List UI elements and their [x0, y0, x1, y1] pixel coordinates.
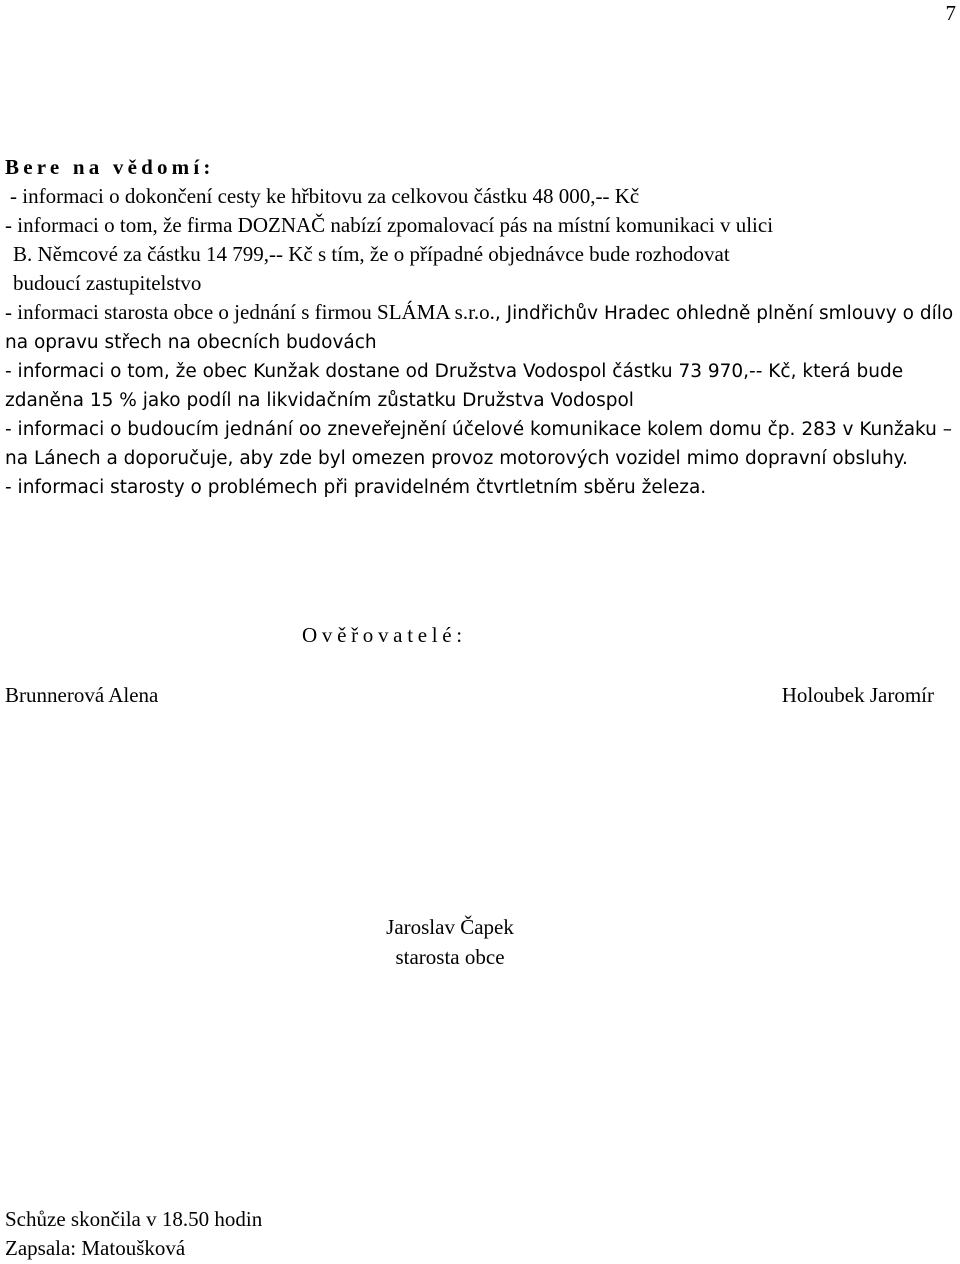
- list-item: [5, 211, 960, 298]
- list-item-line: B. Němcové za částku 14 799,-- Kč s tím, že o případné objednávce bude rozhodovat: [13, 242, 730, 266]
- list-item-part: , Jindřichův Hradec ohledně plnění smlouvy o dílo na opravu střech na obecních budovách: [5, 303, 954, 353]
- list-item: - informaci o dokončení cesty ke hřbitovu za celkovou částku 48 000,-- Kč: [10, 184, 640, 208]
- document-body: [5, 182, 960, 502]
- list-item-line: - informaci o tom, že firma DOZNAČ nabízí zpomalovací pás na místní komunikaci v ulici: [5, 213, 774, 237]
- mayor-name: Jaroslav Čapek: [386, 915, 514, 939]
- recorded-by: Zapsala: Matoušková: [5, 1236, 186, 1260]
- mayor-title: starosta obce: [395, 945, 505, 969]
- list-item: [5, 298, 960, 357]
- verifier-right: Holoubek Jaromír: [781, 683, 934, 707]
- mayor-signature: [0, 912, 900, 972]
- meeting-end: Schůze skončila v 18.50 hodin: [5, 1207, 263, 1231]
- list-item: - informaci o budoucím jednání oo zneveřejnění účelové komunikace kolem domu čp. 283 v Kunžaku – na Lánech a doporučuje, aby zde byl omezen provoz motorových vozidel mimo dopravní obsluhy.: [5, 419, 953, 469]
- section-heading: Bere na vědomí:: [5, 155, 215, 179]
- list-item: - informaci starosty o problémech při pravidelném čtvrtletním sběru železa.: [5, 477, 707, 498]
- page-number: 7: [945, 1, 956, 25]
- verifiers-heading: Ověřovatelé:: [302, 623, 467, 647]
- footer: [5, 1205, 262, 1263]
- list-item-line: budoucí zastupitelstvo: [13, 271, 202, 295]
- verifier-left: Brunnerová Alena: [5, 683, 159, 707]
- list-item-part: - informaci starosta obce o jednání s firmou SLÁMA s.r.o.: [5, 300, 495, 324]
- list-item: - informaci o tom, že obec Kunžak dostane od Družstva Vodospol částku 73 970,-- Kč, která bude zdaněna 15 % jako podíl na likvidačním zůstatku Družstva Vodospol: [5, 361, 904, 411]
